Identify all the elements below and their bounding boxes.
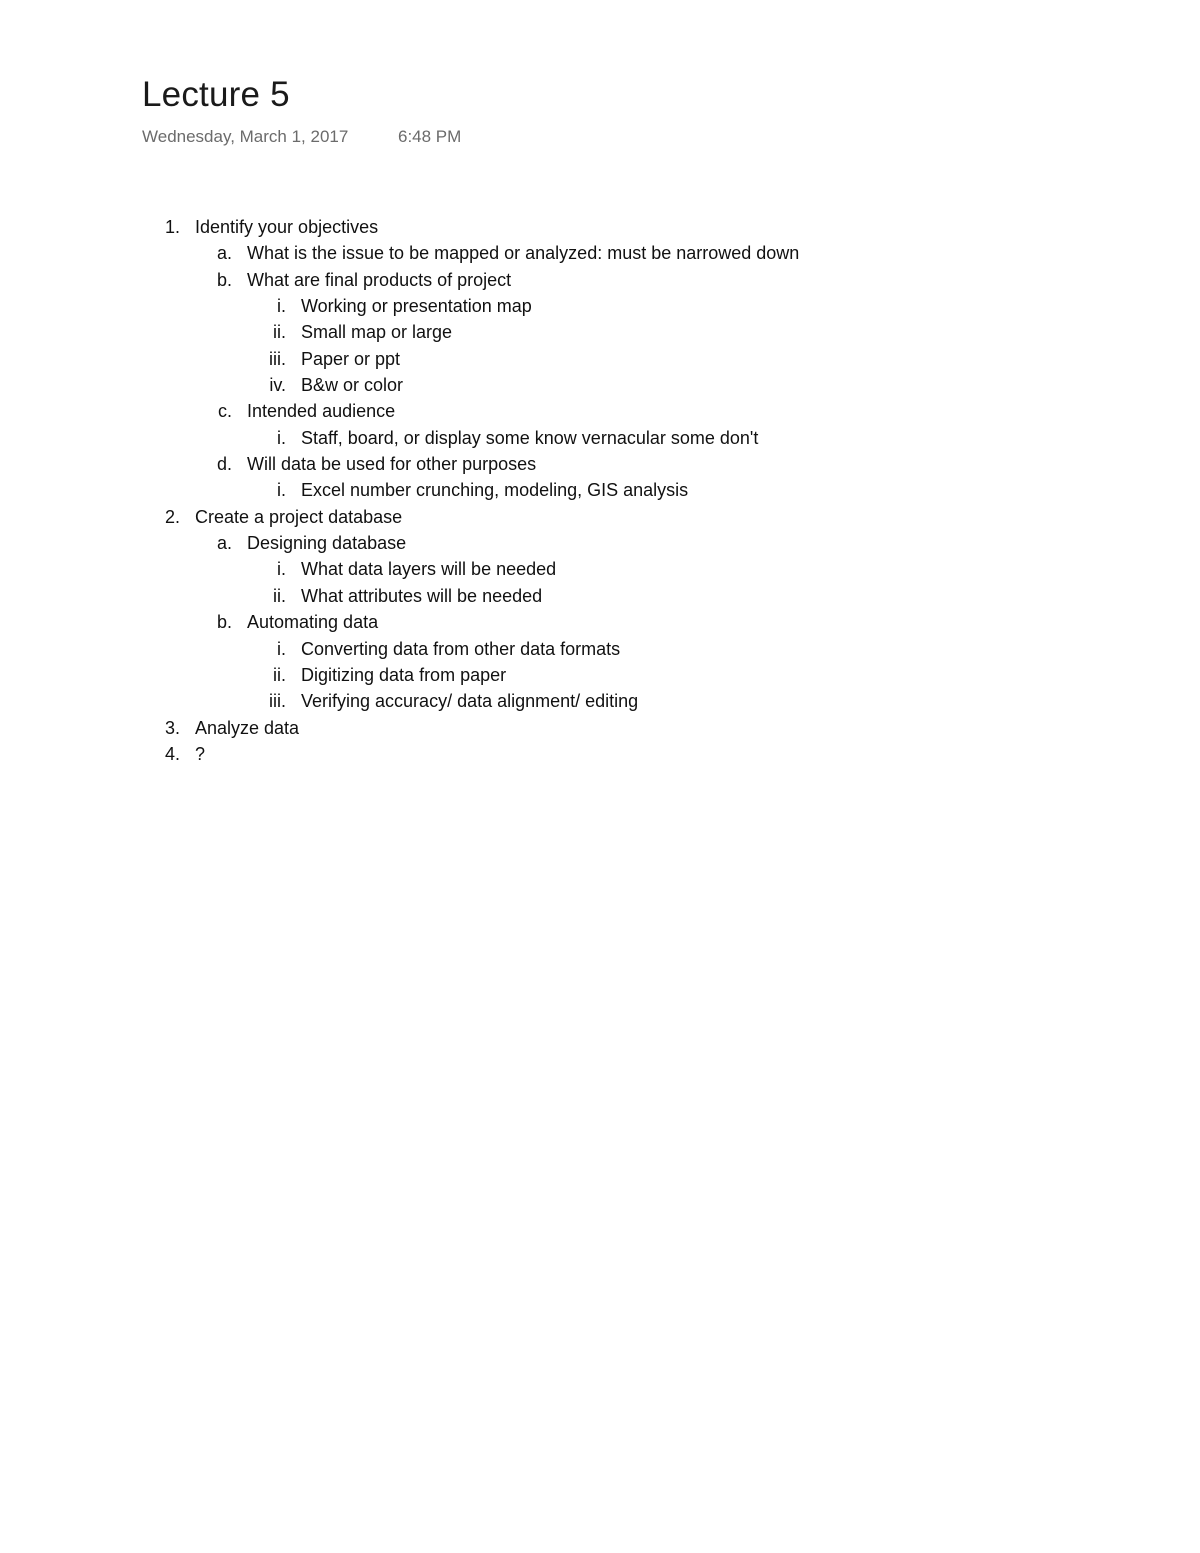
page-title: Lecture 5 xyxy=(142,75,290,114)
outline-item xyxy=(0,556,1100,582)
list-item-text: Staff, board, or display some know vernacular some don't xyxy=(301,427,759,448)
outline-list xyxy=(0,214,1100,767)
outline-item xyxy=(0,741,1100,767)
list-item-text: Intended audience xyxy=(247,401,396,422)
outline-item xyxy=(0,240,1100,266)
outline-item xyxy=(0,214,1100,240)
list-item-text: What are final products of project xyxy=(247,269,512,290)
page-date: Wednesday, March 1, 2017 xyxy=(142,127,349,146)
list-marker: i. xyxy=(277,638,286,659)
list-marker: a. xyxy=(216,243,232,264)
list-marker: ii. xyxy=(273,585,286,606)
list-marker: iv. xyxy=(269,375,286,396)
outline-item xyxy=(0,267,1100,293)
list-item-text: What data layers will be needed xyxy=(301,559,557,580)
list-marker: 3. xyxy=(164,717,180,738)
list-marker: 4. xyxy=(164,743,180,764)
list-item-text: Excel number crunching, modeling, GIS analysis xyxy=(301,480,689,501)
list-marker: iii. xyxy=(269,691,286,712)
list-marker: c. xyxy=(217,401,232,422)
outline-item xyxy=(0,293,1100,319)
outline-item xyxy=(0,504,1100,530)
list-marker: i. xyxy=(277,427,286,448)
outline-item xyxy=(0,425,1100,451)
outline-item xyxy=(0,636,1100,662)
outline-item xyxy=(0,715,1100,741)
page-timestamp xyxy=(142,126,462,148)
outline-item xyxy=(0,319,1100,345)
list-item-text: What attributes will be needed xyxy=(301,585,543,606)
list-item-text: Converting data from other data formats xyxy=(301,638,621,659)
list-item-text: Analyze data xyxy=(195,717,300,738)
list-marker: ii. xyxy=(273,322,286,343)
list-item-text: Designing database xyxy=(247,533,407,554)
list-item-text: Digitizing data from paper xyxy=(301,664,507,685)
list-item-text: Verifying accuracy/ data alignment/ editing xyxy=(301,691,639,712)
outline-item xyxy=(0,688,1100,714)
list-marker: b. xyxy=(216,612,232,633)
list-marker: i. xyxy=(277,559,286,580)
outline-item xyxy=(0,477,1100,503)
list-marker: 1. xyxy=(164,217,180,237)
list-marker: d. xyxy=(216,454,232,475)
list-item-text: Create a project database xyxy=(195,506,403,527)
list-item-text: Working or presentation map xyxy=(301,296,532,317)
outline-item xyxy=(0,398,1100,424)
page-time: 6:48 PM xyxy=(398,127,462,146)
list-item-text: B&w or color xyxy=(301,375,404,396)
list-marker: 2. xyxy=(164,506,180,527)
outline-item xyxy=(0,583,1100,609)
outline-item xyxy=(0,609,1100,635)
list-marker: ii. xyxy=(273,664,286,685)
list-item-text: Paper or ppt xyxy=(301,348,401,369)
list-item-text: Small map or large xyxy=(301,322,453,343)
list-marker: i. xyxy=(277,296,286,317)
outline-item xyxy=(0,451,1100,477)
list-marker: iii. xyxy=(269,348,286,369)
list-item-text: Identify your objectives xyxy=(195,217,379,237)
list-marker: i. xyxy=(277,480,286,501)
list-marker: a. xyxy=(216,533,232,554)
outline-item xyxy=(0,372,1100,398)
list-item-text: Automating data xyxy=(247,612,379,633)
list-item-text: ? xyxy=(195,743,206,764)
list-item-text: What is the issue to be mapped or analyzed: must be narrowed down xyxy=(247,243,800,264)
outline-item xyxy=(0,662,1100,688)
list-marker: b. xyxy=(216,269,232,290)
outline-item xyxy=(0,530,1100,556)
outline-item xyxy=(0,346,1100,372)
list-item-text: Will data be used for other purposes xyxy=(247,454,537,475)
